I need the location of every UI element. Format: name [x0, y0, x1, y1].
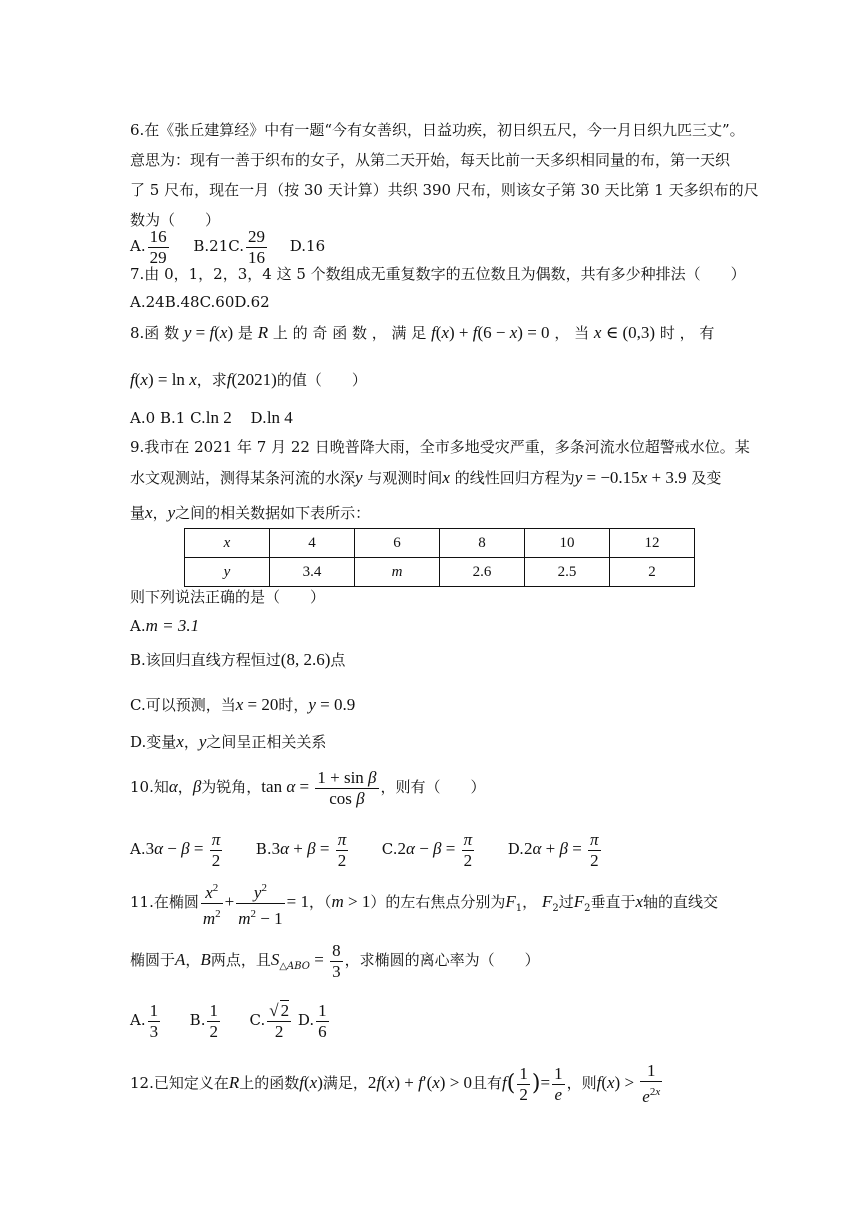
- table-row: [185, 529, 695, 558]
- q9-data-table: [184, 528, 695, 587]
- table-cell: y: [185, 558, 270, 587]
- q6-line4: 数为（ ）: [130, 211, 221, 229]
- q8-options: A.0 B.1 C.ln 2 D.ln 4: [130, 408, 293, 427]
- table-cell: 6: [355, 529, 440, 558]
- q10-options: A.3α − β = $\frac{\pi}{2}$ B.3α + β = $\frac{\pi}{2}$ C.2α − β = $\frac{\pi}{2}$ D.2α + β = $\frac{\pi}{2}$: [130, 829, 599, 870]
- q12-line1: 12.已知定义在R上的函数f(x)满足，2f(x) + f′(x) > 0且有f( $\frac{1}{2}$ )= $\frac{1}{e}$ ，则f(x) > $\frac{1}{e^{2x}}$: [130, 1061, 661, 1106]
- table-cell: 2.6: [440, 558, 525, 587]
- q6-option-a-label: A.: [130, 237, 146, 255]
- table-cell: m: [355, 558, 440, 587]
- q6-option-d: D.16: [289, 237, 326, 255]
- q9-option-d: D.变量x，y之间呈正相关关系: [130, 732, 327, 751]
- table-cell: 4: [270, 529, 355, 558]
- q11-line1: 11.在椭圆 $\frac{x^2}{m^2}$ + $\frac{y^2}{m^2 - 1}$ = 1，（m > 1）的左右焦点分别为$F_1$， $F_2$过$F_2$垂直于x轴的直线交: [130, 876, 718, 935]
- q9-prompt: 则下列说法正确的是（ ）: [130, 588, 326, 606]
- q6-options: [130, 222, 325, 270]
- q8-line2: f(x) = ln x，求f(2021)的值（ ）: [130, 370, 367, 389]
- q6-option-c-fraction: $\frac{29}{16}$: [248, 226, 265, 267]
- table-cell: 3.4: [270, 558, 355, 587]
- table-cell: 2.5: [525, 558, 610, 587]
- table-cell: 12: [610, 529, 695, 558]
- q6-line3: 了 5 尺布，现在一月（按 30 天计算）共织 390 尺布，则该女子第 30 天比第 1 天多织布的尺: [130, 181, 759, 199]
- q9-option-b: B.该回归直线方程恒过(8, 2.6)点: [130, 650, 346, 669]
- table-cell: x: [185, 529, 270, 558]
- table-cell: 10: [525, 529, 610, 558]
- q6-option-c-label: C.: [228, 237, 244, 255]
- q9-option-c: C.可以预测，当x = 20时，y = 0.9: [130, 695, 356, 714]
- q9-line3: 量x，y之间的相关数据如下表所示：: [130, 503, 371, 522]
- q11-line2: 椭圆于A，B两点，且$S_{\triangle ABO}$ = $\frac{8}{3}$ ，求椭圆的离心率为（ ）: [130, 940, 540, 981]
- table-row: [185, 558, 695, 587]
- table-cell: 8: [440, 529, 525, 558]
- q9-line2: 水文观测站，测得某条河流的水深y 与观测时间x 的线性回归方程为y = −0.15x + 3.9 及变: [130, 468, 722, 487]
- q11-options: A. $\frac{1}{3}$ B. $\frac{1}{2}$ C. $\frac{√ 2}{2}$ D. $\frac{1}{6}$: [130, 1000, 327, 1041]
- q9-option-a: A.m = 3.1: [130, 616, 200, 635]
- q10-line1: 10.知α，β为锐角，tan α = $\frac{\text{1 + sin β}}{\text{cos β}}$ ，则有（ ）: [130, 767, 486, 808]
- table-cell: 2: [610, 558, 695, 587]
- q6-option-a-fraction: $\frac{16}{29}$: [149, 226, 167, 267]
- q10-fraction: $\frac{\text{1 + sin β}}{\text{cos β}}$: [317, 767, 377, 808]
- q9-line1: 9.我市在 2021 年 7 月 22 日晚普降大雨，全市多地受灾严重，多条河流水位超警戒水位。某: [130, 438, 750, 456]
- q8-line1: 8.函 数 y = f(x) 是 R 上 的 奇 函 数 ， 满 足 f(x) + f(6 − x) = 0 ， 当 x ∈ (0,3) 时 ， 有: [130, 323, 715, 342]
- q7-text: 7.由 0，1，2，3，4 这 5 个数组成无重复数字的五位数且为偶数，共有多少种排法（ ）: [130, 265, 746, 283]
- q7-options: A.24B.48C.60D.62: [130, 293, 270, 311]
- q6-line2: 意思为：现有一善于织布的女子，从第二天开始，每天比前一天多织相同量的布，第一天织: [130, 151, 731, 169]
- q6-option-b: B.21: [193, 237, 229, 255]
- q6-line1: 6.在《张丘建算经》中有一题“今有女善织，日益功疾，初日织五尺，今一月日织九匹三丈”。: [130, 121, 745, 139]
